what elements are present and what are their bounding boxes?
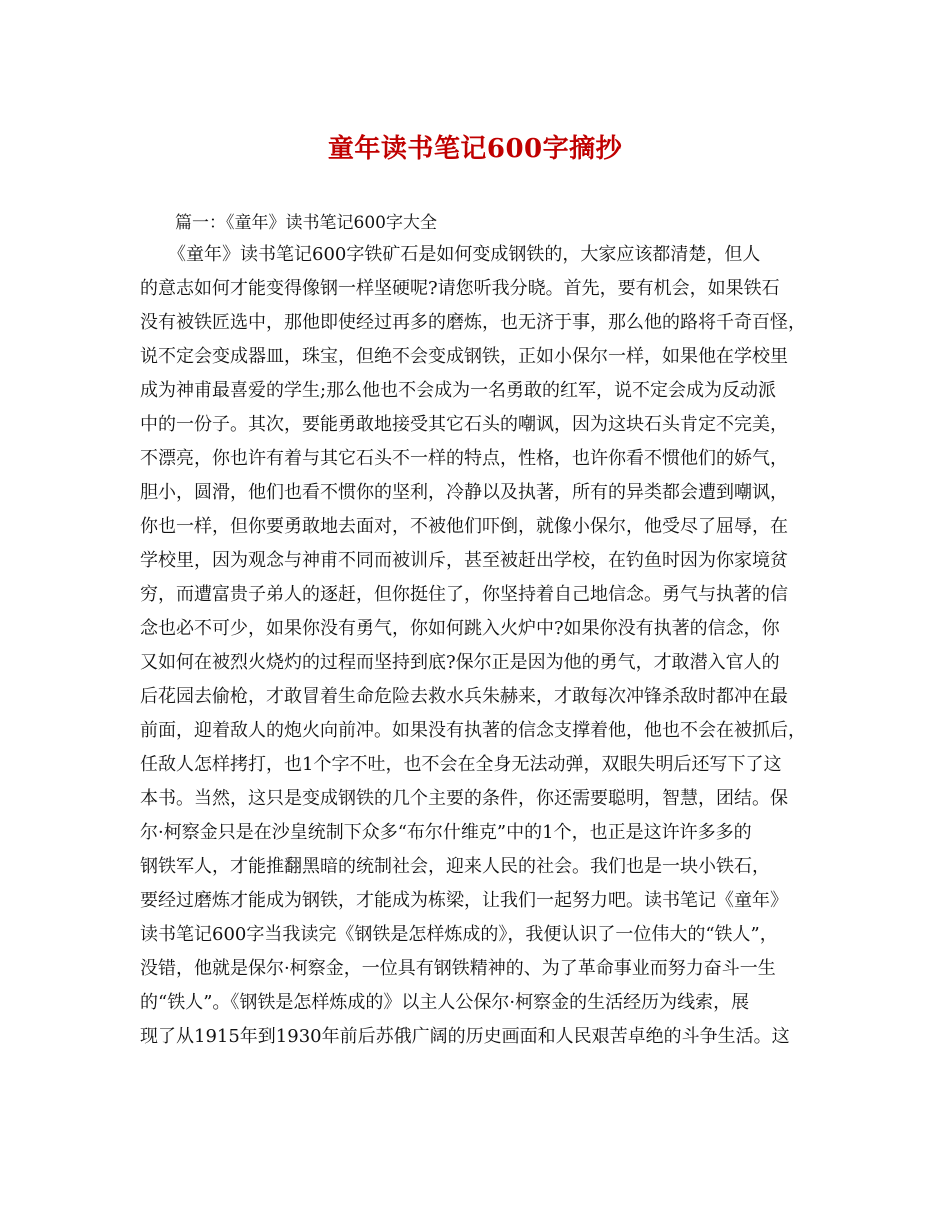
text-line: 没错，他就是保尔·柯察金，一位具有钢铁精神的、为了革命事业而努力奋斗一生 [140,958,776,979]
text-line: 又如何在被烈火烧灼的过程而坚持到底?保尔正是因为他的勇气，才敢潜入官人的 [140,652,780,673]
text-line: 念也必不可少，如果你没有勇气，你如何跳入火炉中?如果你没有执著的信念，你 [140,618,780,639]
text-line: 学校里，因为观念与神甫不同而被训斥，甚至被赶出学校，在钓鱼时因为你家境贫 [140,550,788,571]
text-line: 本书。当然，这只是变成钢铁的几个主要的条件，你还需要聪明，智慧，团结。保 [140,788,788,809]
body-paragraph [140,238,820,1054]
text-line: 后花园去偷枪，才敢冒着生命危险去救水兵朱赫来，才敢每次冲锋杀敌时都冲在最 [140,686,788,707]
text-line: 钢铁军人，才能推翻黑暗的统制社会，迎来人民的社会。我们也是一块小铁石， [140,856,770,877]
text-line: 不漂亮，你也许有着与其它石头不一样的特点，性格，也许你看不惯他们的娇气， [140,448,788,469]
text-line: 说不定会变成器皿，珠宝，但绝不会变成钢铁，正如小保尔一样，如果他在学校里 [140,346,788,367]
text-line: 成为神甫最喜爱的学生;那么他也不会成为一名勇敢的红军，说不定会成为反动派 [140,380,777,401]
text-line: 前面，迎着敌人的炮火向前冲。如果没有执著的信念支撑着他，他也不会在被抓后， [140,720,806,741]
text-line: 穷，而遭富贵子弟人的逐赶，但你挺住了，你坚持着自己地信念。勇气与执著的信 [140,584,788,605]
document-title: 童年读书笔记600字摘抄 [327,134,623,164]
text-line: 读书笔记600字当我读完《钢铁是怎样炼成的》，我便认识了一位伟大的“铁人”， [140,924,778,945]
text-line: 尔·柯察金只是在沙皇统制下众多“布尔什维克”中的1个，也正是这许许多多的 [140,822,752,843]
text-line: 的意志如何才能变得像钢一样坚硬呢?请您听我分晓。首先，要有机会，如果铁石 [140,278,780,299]
text-line: 你也一样，但你要勇敢地去面对，不被他们吓倒，就像小保尔，他受尽了屈辱，在 [140,516,788,537]
text-line: 现了从1915年到1930年前后苏俄广阔的历史画面和人民艰苦卓绝的斗争生活。这 [140,1026,790,1047]
text-line: 的“铁人”。《钢铁是怎样炼成的》以主人公保尔·柯察金的生活经历为线索，展 [140,992,750,1013]
text-line: 任敌人怎样拷打，也1个字不吐，也不会在全身无法动弹，双眼失明后还写下了这 [140,754,782,775]
text-line: 《童年》读书笔记600字铁矿石是如何变成钢铁的，大家应该都清楚，但人 [168,244,761,265]
text-line: 要经过磨炼才能成为钢铁，才能成为栋梁，让我们一起努力吧。读书笔记《童年》 [140,890,788,911]
text-line: 没有被铁匠选中，那他即使经过再多的磨炼，也无济于事，那么他的路将千奇百怪， [140,312,806,333]
section-heading: 篇一：《童年》读书笔记600字大全 [175,213,437,233]
text-line: 中的一份子。其次，要能勇敢地接受其它石头的嘲讽，因为这块石头肯定不完美， [140,414,788,435]
text-line: 胆小，圆滑，他们也看不惯你的坚利，冷静以及执著，所有的异类都会遭到嘲讽， [140,482,788,503]
